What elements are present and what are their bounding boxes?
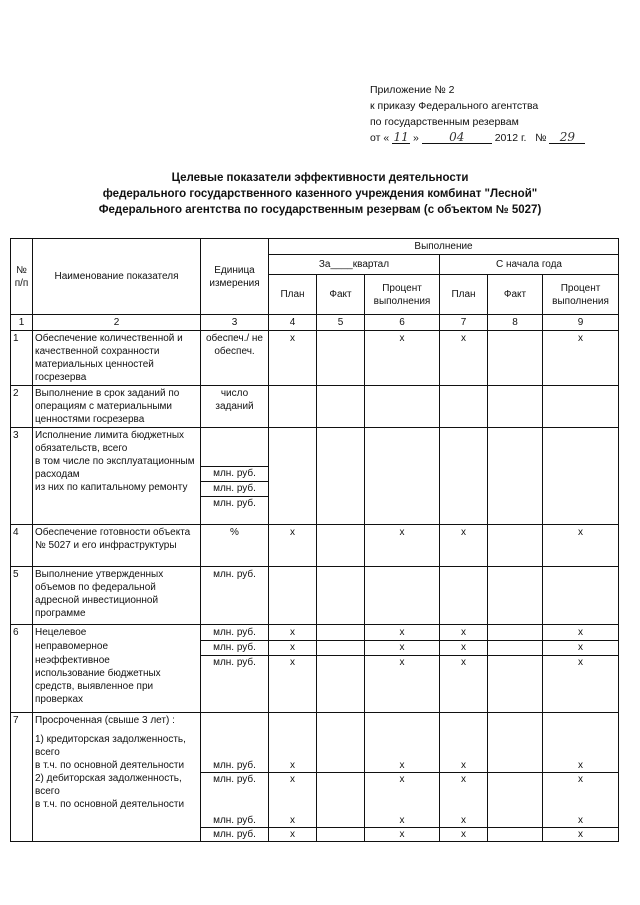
row-num: 4 xyxy=(11,525,33,567)
row-unit: % xyxy=(201,525,269,567)
cell-pct-y: x x x x xyxy=(543,713,619,842)
row-num: 6 xyxy=(11,625,33,713)
header-quarter: За____квартал xyxy=(269,255,440,275)
row-name-operational: в том числе по эксплуатационным расходам xyxy=(35,456,195,480)
cell-pct-y: x xyxy=(543,331,619,386)
header-percent-year: Процент выполнения xyxy=(543,275,619,315)
row-unit: обеспеч./ не обеспеч. xyxy=(201,331,269,386)
cell-fact-q xyxy=(317,331,365,386)
col-number-3: 3 xyxy=(201,315,269,331)
cell-fact-y xyxy=(488,525,543,567)
date-prefix: от « xyxy=(370,132,390,144)
col-number-6: 6 xyxy=(365,315,440,331)
row-name: Обеспечение готовности объекта № 5027 и его инфраструктуры xyxy=(33,525,201,567)
cell-fact-q xyxy=(317,713,365,842)
appendix-line-1: Приложение № 2 xyxy=(370,84,455,96)
appendix-block xyxy=(370,82,585,146)
cell-fact-q xyxy=(317,625,365,713)
row-unit: млн. руб. xyxy=(201,567,269,625)
row-unit: число заданий xyxy=(201,386,269,428)
row-name-ineffective: неэффективное xyxy=(35,655,110,666)
table-row xyxy=(11,386,619,428)
appendix-line-3: по государственным резервам xyxy=(370,116,519,128)
header-unit: Единица измерения xyxy=(201,239,269,315)
unit-b: млн. руб. xyxy=(201,481,268,496)
cell-pct-q: x xyxy=(365,331,440,386)
table-row xyxy=(11,525,619,567)
row-name xyxy=(33,625,201,713)
date-day: 11 xyxy=(393,130,409,144)
unit-a: млн. руб. xyxy=(201,466,268,481)
cell-plan-q: x xyxy=(269,525,317,567)
order-number: 29 xyxy=(549,131,585,144)
header-percent-quarter: Процент выполнения xyxy=(365,275,440,315)
row-unit: млн. руб. млн. руб. млн. руб. млн. руб. xyxy=(201,713,269,842)
cell-pct-q: x x x x xyxy=(365,713,440,842)
document-title xyxy=(20,170,620,218)
cell-fact-y xyxy=(488,625,543,713)
row-name: Выполнение в срок заданий по операциям с материальными ценностями госрезерва xyxy=(33,386,201,428)
row-unit: млн. руб. млн. руб. млн. руб. xyxy=(201,625,269,713)
row-name-unlawful: неправомерное xyxy=(35,641,109,652)
header-year-start: С начала года xyxy=(440,255,619,275)
cell-pct-q: x x x xyxy=(365,625,440,713)
title-line-2: федерального государственного казенного учреждения комбинат "Лесной" xyxy=(102,188,538,200)
order-number-label: № xyxy=(535,132,547,144)
col-number-7: 7 xyxy=(440,315,488,331)
col-number-5: 5 xyxy=(317,315,365,331)
row-num: 7 xyxy=(11,713,33,842)
appendix-line-2: к приказу Федерального агентства xyxy=(370,100,539,112)
row-name-receivables: 2) дебиторская задолженность, всего xyxy=(35,773,182,797)
row-name-misuse: Нецелевое xyxy=(35,627,87,638)
cell-plan-y: x xyxy=(440,525,488,567)
row-num: 3 xyxy=(11,428,33,525)
row-name-receivables-main: в т.ч. по основной деятельности xyxy=(35,799,185,810)
col-number-9: 9 xyxy=(543,315,619,331)
header-plan-year: План xyxy=(440,275,488,315)
col-number-8: 8 xyxy=(488,315,543,331)
table-row xyxy=(11,331,619,386)
header-num: № п/п xyxy=(11,239,33,315)
cell-fact-y xyxy=(488,713,543,842)
row-num: 1 xyxy=(11,331,33,386)
appendix-date-line xyxy=(370,130,585,146)
cell-plan-q: x xyxy=(269,331,317,386)
row-name-payables: 1) кредиторская задолженность, всего xyxy=(35,734,186,758)
date-close-quote: » xyxy=(413,132,419,144)
table-row xyxy=(11,567,619,625)
row-num: 5 xyxy=(11,567,33,625)
header-fact-year: Факт xyxy=(488,275,543,315)
row-num: 2 xyxy=(11,386,33,428)
header-name: Наименование показателя xyxy=(33,239,201,315)
row-name: Выполнение утвержденных объемов по федеральной адресной инвестиционной программе xyxy=(33,567,201,625)
row-name xyxy=(33,713,201,842)
header-fact-quarter: Факт xyxy=(317,275,365,315)
row-name: Обеспечение количественной и качественной сохранности материальных ценностей госрезерва xyxy=(33,331,201,386)
cell-plan-q: x x x xyxy=(269,625,317,713)
table-row xyxy=(11,625,619,713)
indicators-table xyxy=(10,238,619,842)
col-number-4: 4 xyxy=(269,315,317,331)
title-line-1: Целевые показатели эффективности деятельности xyxy=(171,172,469,184)
row-name-usage: использование бюджетных средств, выявленное при проверках xyxy=(35,668,161,705)
table-row xyxy=(11,428,619,525)
row-name-total: Исполнение лимита бюджетных обязательств, всего xyxy=(35,430,185,454)
col-number-1: 1 xyxy=(11,315,33,331)
cell-plan-y: x xyxy=(440,331,488,386)
header-plan-quarter: План xyxy=(269,275,317,315)
cell-pct-q: x xyxy=(365,525,440,567)
cell-plan-q: x x x x xyxy=(269,713,317,842)
cell-fact-q xyxy=(317,525,365,567)
unit-c: млн. руб. xyxy=(201,496,268,524)
row-name xyxy=(33,428,201,525)
table-row xyxy=(11,713,619,842)
date-year: 2012 г. xyxy=(494,132,527,144)
header-execution: Выполнение xyxy=(269,239,619,255)
row-unit xyxy=(201,428,269,525)
col-number-2: 2 xyxy=(33,315,201,331)
title-line-3: Федерального агентства по государственным резервам (с объектом № 5027) xyxy=(98,204,542,216)
row-name-payables-main: в т.ч. по основной деятельности xyxy=(35,760,185,771)
row-name-capital: из них по капитальному ремонту xyxy=(35,482,188,493)
cell-pct-y: x xyxy=(543,525,619,567)
cell-plan-y: x x x xyxy=(440,625,488,713)
date-month: 04 xyxy=(422,131,492,144)
cell-fact-y xyxy=(488,331,543,386)
row-name-overdue: Просроченная (свыше 3 лет) : xyxy=(35,715,175,726)
cell-plan-y: x x x x xyxy=(440,713,488,842)
cell-pct-y: x x x xyxy=(543,625,619,713)
